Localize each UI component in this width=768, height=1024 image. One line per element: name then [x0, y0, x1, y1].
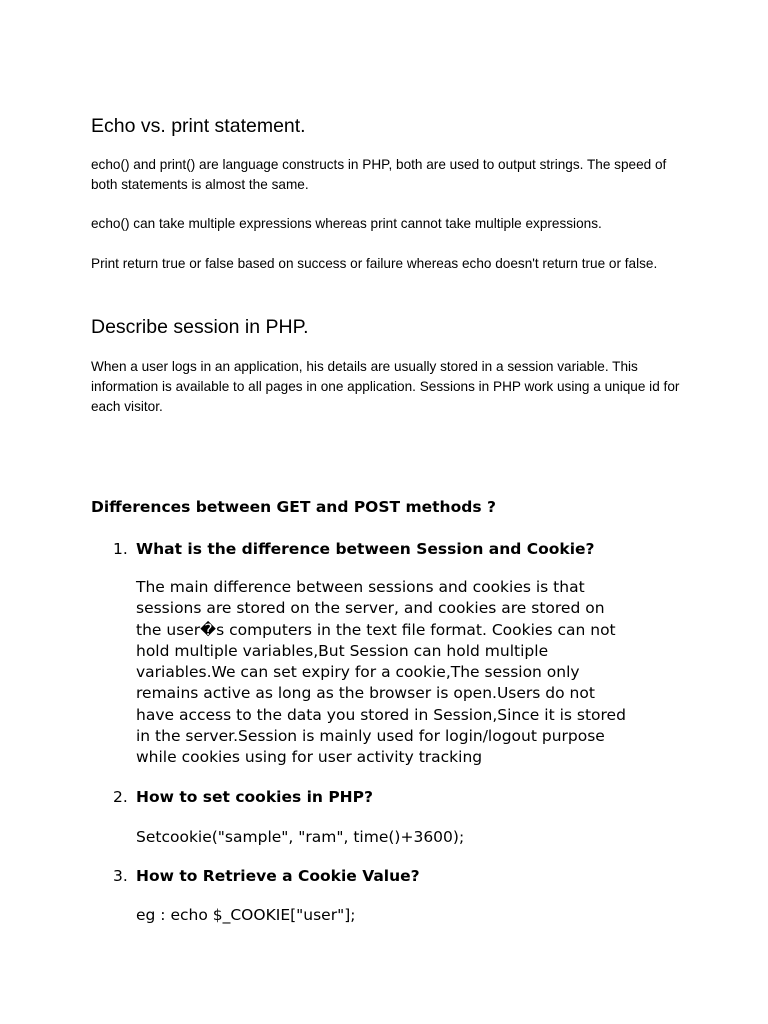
answer-session-vs-cookie — [136, 577, 696, 769]
answer-line: in the server.Session is mainly used for login/logout purpose — [136, 727, 605, 746]
answer-line: sessions are stored on the server, and cookies are stored on — [136, 599, 605, 618]
answer-line: The main difference between sessions and cookies is that — [136, 578, 585, 596]
question-retrieve-cookie: How to Retrieve a Cookie Value? — [136, 867, 420, 885]
answer-line: hold multiple variables,But Session can hold multiple — [136, 641, 549, 660]
paragraph-echo-print-constructs: echo() and print() are language constructs in PHP, both are used to output strings. The speed of both statements is almost the same. — [91, 157, 667, 192]
answer-line: the user�s computers in the text file format. Cookies can not — [136, 620, 616, 639]
list-item-number: 1. — [113, 540, 128, 558]
paragraph-echo-multiple-expressions: echo() can take multiple expressions whereas print cannot take multiple expressions. — [91, 216, 602, 231]
question-set-cookies: How to set cookies in PHP? — [136, 788, 374, 806]
paragraph-print-return-value: Print return true or false based on success or failure whereas echo doesn't return true or false. — [91, 256, 658, 271]
question-session-vs-cookie: What is the difference between Session and Cookie? — [136, 540, 595, 558]
answer-line: remains active as long as the browser is open.Users do not — [136, 684, 595, 703]
answer-line: have access to the data you stored in Session,Since it is stored — [136, 705, 626, 724]
list-item-number: 3. — [113, 867, 128, 885]
answer-line: while cookies using for user activity tracking — [136, 748, 483, 767]
heading-get-post-differences: Differences between GET and POST methods ? — [91, 498, 496, 516]
code-setcookie-example: Setcookie("sample", "ram", time()+3600); — [136, 828, 465, 846]
paragraph-session-description: When a user logs in an application, his details are usually stored in a session variable. This information is available to all pages in one application. Sessions in PHP work using a unique id for each visitor. — [91, 359, 680, 414]
list-item-number: 2. — [113, 788, 128, 806]
heading-echo-vs-print: Echo vs. print statement. — [91, 115, 306, 137]
heading-describe-session: Describe session in PHP. — [91, 316, 309, 338]
code-cookie-retrieve-example: eg : echo $_COOKIE["user"]; — [136, 906, 356, 924]
answer-line: variables.We can set expiry for a cookie,The session only — [136, 663, 580, 682]
